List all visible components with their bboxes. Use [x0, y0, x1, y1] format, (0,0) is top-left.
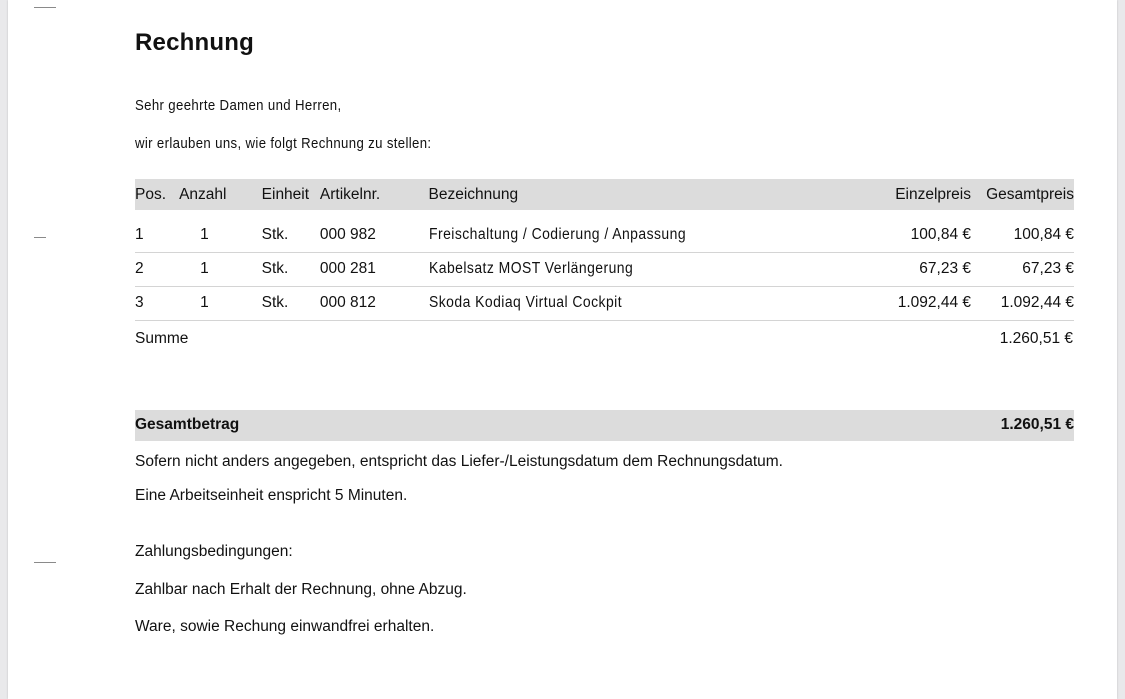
- table-row: [135, 252, 1074, 286]
- delivery-note: Sofern nicht anders angegeben, entspricht das Liefer-/Leistungsdatum dem Rechnungsdatum.: [135, 453, 783, 470]
- table-header-row: [135, 179, 1074, 210]
- row-einzelpreis: 1.092,44 €: [861, 286, 971, 320]
- row-bezeichnung: [429, 286, 862, 320]
- payment-terms: Zahlbar nach Erhalt der Rechnung, ohne Abzug.: [135, 581, 467, 598]
- gesamtbetrag-bar: [135, 410, 1074, 441]
- table-row: [135, 286, 1074, 320]
- row-einheit: Stk.: [262, 252, 320, 286]
- row-pos: 3: [135, 286, 179, 320]
- invoice-page: [8, 0, 1117, 699]
- header-pos: Pos.: [135, 179, 179, 210]
- header-anzahl: Anzahl: [179, 179, 262, 210]
- row-anzahl: 1: [179, 252, 262, 286]
- punch-mark: [34, 237, 46, 238]
- row-artikelnr: 000 281: [320, 252, 429, 286]
- header-bezeichnung: Bezeichnung: [429, 179, 862, 210]
- header-artikelnr: Artikelnr.: [320, 179, 429, 210]
- row-artikelnr: 000 982: [320, 210, 429, 252]
- salutation: Sehr geehrte Damen und Herren,: [135, 97, 342, 114]
- page-title: Rechnung: [135, 29, 254, 56]
- header-einheit: Einheit: [262, 179, 320, 210]
- row-bezeichnung-text: Skoda Kodiaq Virtual Cockpit: [428, 294, 622, 311]
- row-gesamtpreis: 67,23 €: [971, 252, 1074, 286]
- row-pos: 2: [135, 252, 179, 286]
- table-row: [135, 210, 1074, 252]
- row-einzelpreis: 67,23 €: [861, 252, 971, 286]
- goods-received-note: Ware, sowie Rechung einwandfrei erhalten.: [135, 618, 435, 635]
- gesamtbetrag-label: Gesamtbetrag: [135, 416, 240, 433]
- fold-mark: [34, 562, 56, 563]
- row-bezeichnung-text: Freischaltung / Codierung / Anpassung: [428, 226, 686, 244]
- work-unit-note: Eine Arbeitseinheit enspricht 5 Minuten.: [135, 487, 408, 504]
- header-gesamtpreis: Gesamtpreis: [971, 179, 1074, 210]
- row-artikelnr: 000 812: [320, 286, 429, 320]
- row-anzahl: 1: [179, 286, 262, 320]
- row-bezeichnung: [429, 210, 862, 252]
- row-gesamtpreis: 1.092,44 €: [971, 286, 1074, 320]
- row-einzelpreis: 100,84 €: [861, 210, 971, 252]
- intro-text: wir erlauben uns, wie folgt Rechnung zu stellen:: [135, 135, 432, 152]
- row-einheit: Stk.: [262, 210, 320, 252]
- row-pos: 1: [135, 210, 179, 252]
- summe-value: 1.260,51 €: [999, 330, 1073, 347]
- payment-heading: Zahlungsbedingungen:: [135, 543, 293, 560]
- row-einheit: Stk.: [262, 286, 320, 320]
- row-gesamtpreis: 100,84 €: [971, 210, 1074, 252]
- fold-mark: [34, 7, 56, 8]
- row-bezeichnung: [429, 252, 862, 286]
- header-einzelpreis: Einzelpreis: [861, 179, 971, 210]
- summe-label: Summe: [135, 330, 189, 347]
- invoice-items-table: [135, 179, 1074, 321]
- row-bezeichnung-text: Kabelsatz MOST Verlängerung: [428, 260, 633, 277]
- gesamtbetrag-value: 1.260,51 €: [1000, 416, 1074, 433]
- row-anzahl: 1: [179, 210, 262, 252]
